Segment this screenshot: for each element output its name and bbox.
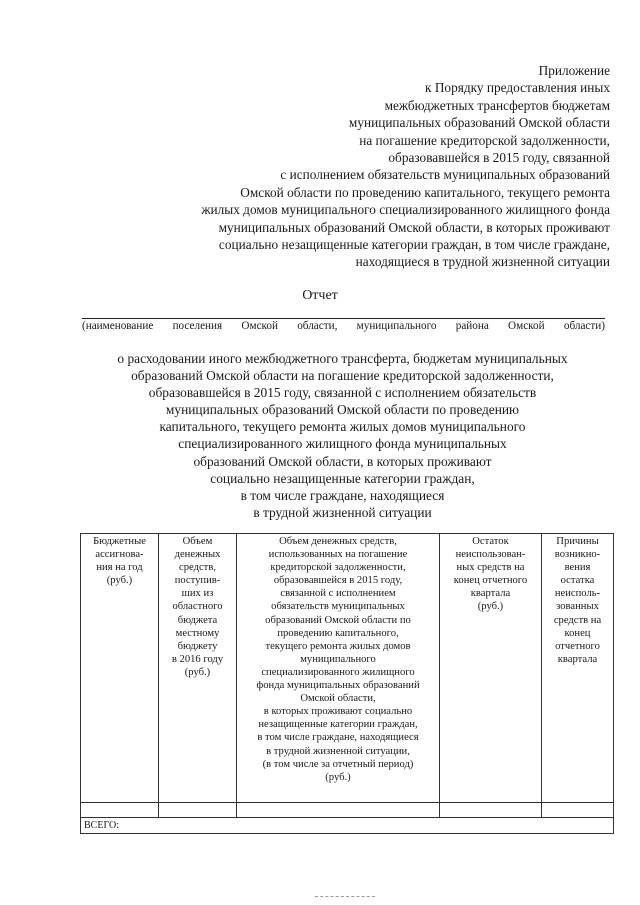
table-header-row [81, 534, 614, 803]
appendix-line: Омской области по проведению капитального, текущего ремонта [240, 184, 610, 200]
table-cell[interactable] [542, 803, 614, 818]
header-line: в трудной жизненной ситуации, [266, 745, 410, 757]
appendix-line: на погашение кредиторской задолженности, [359, 132, 610, 148]
header-cell-used [237, 534, 440, 803]
subject-line: муниципальных образований Омской области по проведению [165, 402, 520, 418]
header-line: Причины [556, 536, 599, 547]
header-line: (руб.) [477, 601, 504, 613]
report-title: Отчет [302, 288, 338, 303]
appendix-line: жилых домов муниципального специализированного жилищного фонда [201, 202, 610, 218]
report-subject [70, 350, 615, 521]
header-line: в том числе граждане, находящиеся [257, 732, 419, 744]
table-cell[interactable] [159, 803, 237, 818]
header-line: образований Омской области по [265, 614, 411, 626]
header-line: средств на [553, 614, 602, 626]
table-cell[interactable] [440, 803, 542, 818]
header-line: Бюджетные [93, 536, 146, 547]
header-line: конец отчетного [453, 575, 528, 587]
header-line: Объем [182, 536, 213, 547]
subject-line: в том числе граждане, находящиеся [240, 487, 445, 503]
header-line: (руб.) [325, 771, 351, 783]
header-line: бюджета [177, 614, 218, 626]
header-line: вения [564, 562, 591, 574]
header-line: ассигнова- [95, 549, 144, 561]
header-line: (в том числе за отчетный период) [262, 758, 414, 770]
table-cell[interactable] [237, 803, 440, 818]
header-cell-budget [81, 534, 159, 803]
header-line: (руб.) [106, 575, 133, 587]
header-line: конец [564, 627, 591, 639]
header-line: неисполь- [554, 588, 601, 600]
header-line: остатка [560, 575, 595, 587]
subject-line: капитального, текущего ремонта жилых домов муниципального [159, 419, 526, 435]
appendix-line: межбюджетных трансфертов бюджетам [384, 97, 610, 113]
header-line: использованных на погашение [268, 549, 408, 561]
table-cell[interactable] [81, 803, 159, 818]
header-line: кредиторской задолженности, [270, 562, 406, 574]
header-line: Омской области, [300, 693, 376, 705]
header-line: квартала [470, 588, 511, 600]
subject-line: образований Омской области на погашение кредиторской задолженности, [131, 368, 554, 384]
header-line: проведению капитального, [277, 627, 399, 639]
header-line: ших из [181, 588, 214, 600]
appendix-line: Приложение [538, 63, 610, 78]
header-line: муниципального [300, 653, 376, 665]
appendix-line: образовавшейся в 2015 году, связанной [388, 150, 610, 166]
table-total-row [81, 818, 614, 834]
appendix-line: социально незащищенные категории граждан, в том числе граждане, [218, 237, 610, 253]
header-line: фонда муниципальных образований [256, 680, 420, 692]
subject-line: специализированного жилищного фонда муниципальных [178, 436, 507, 452]
header-line: в 2016 году [171, 653, 224, 665]
header-line: текущего ремонта жилых домов [265, 640, 411, 652]
header-line: поступив- [174, 575, 221, 587]
header-line: местному [175, 627, 220, 639]
subject-line: образований Омской области, в которых проживают [193, 453, 492, 469]
appendix-line: с исполнением обязательств муниципальных образований [280, 167, 610, 183]
header-line: неиспользован- [455, 549, 526, 561]
header-line: ния на год [96, 562, 143, 574]
header-line: в которых проживают социально [263, 706, 413, 718]
header-line: Объем денежных средств, [279, 536, 397, 547]
header-line: бюджету [177, 640, 218, 652]
header-line: областного [172, 601, 223, 613]
appendix-line: муниципальных образований Омской области [348, 115, 610, 131]
subject-line: социально незащищенные категории граждан, [210, 470, 475, 486]
appendix-line: находящиеся в трудной жизненной ситуации [355, 254, 610, 270]
report-table [80, 533, 614, 834]
header-cell-received [159, 534, 237, 803]
header-line: (руб.) [184, 666, 211, 678]
header-line: зованных [556, 601, 599, 613]
header-line: отчетного [555, 640, 600, 652]
header-line: специализированного жилищного [261, 666, 415, 678]
subject-line: образовавшейся в 2015 году, связанной с исполнением обязательств [148, 385, 537, 401]
scan-artifact [315, 896, 375, 897]
total-label: ВСЕГО: [81, 818, 614, 834]
header-cell-remainder [440, 534, 542, 803]
subject-line: в трудной жизненной ситуации [253, 504, 432, 520]
name-fill-line [82, 318, 605, 319]
header-line: возникно- [554, 549, 601, 561]
header-cell-reasons [542, 534, 614, 803]
header-line: связанной с исполнением [280, 588, 396, 600]
header-line: средств, [179, 562, 216, 574]
table-row [81, 803, 614, 818]
header-line: Остаток [472, 536, 509, 547]
name-caption: (наименование поселения Омской области, муниципального района Омской области) [82, 320, 605, 332]
header-line: денежных [174, 549, 221, 561]
appendix-line: муниципальных образований Омской области, в которых проживают [218, 219, 610, 235]
appendix-header [140, 62, 610, 271]
appendix-line: к Порядку предоставления иных [425, 80, 610, 96]
header-line: ных средств на [456, 562, 525, 574]
subject-line: о расходовании иного межбюджетного трансферта, бюджетам муниципальных [117, 351, 568, 366]
header-line: квартала [557, 653, 598, 665]
header-line: обязательств муниципальных [271, 601, 405, 613]
header-line: незащищенные категории граждан, [258, 719, 418, 731]
header-line: образовавшейся в 2015 году, [273, 575, 403, 587]
